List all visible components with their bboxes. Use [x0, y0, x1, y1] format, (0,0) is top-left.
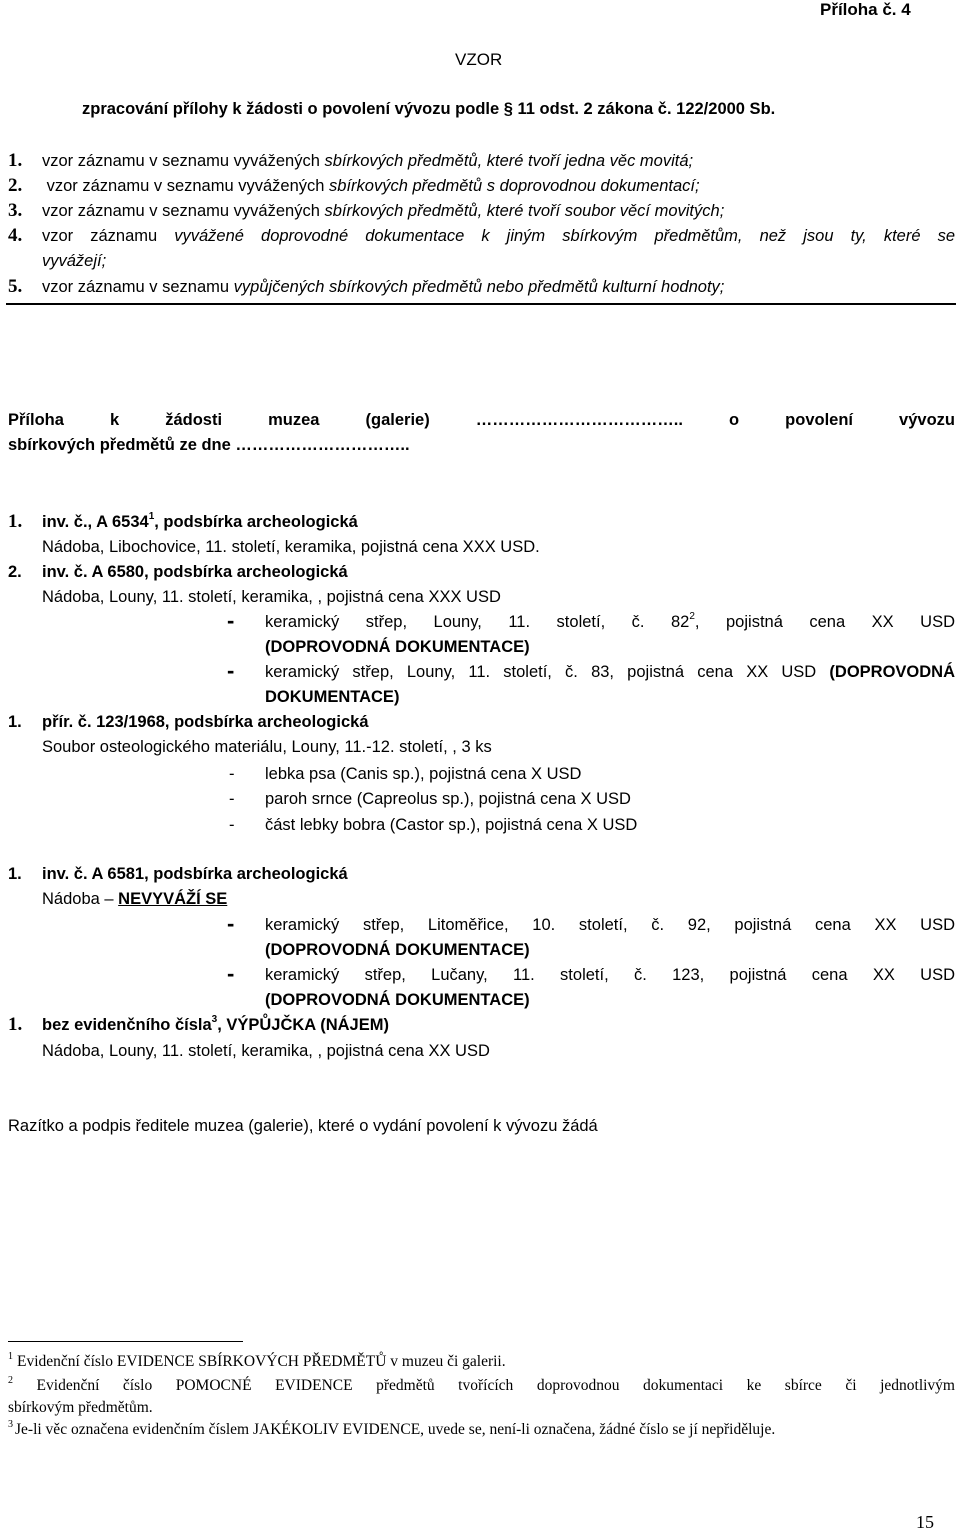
dash-bullet: -	[227, 608, 235, 633]
entry-4-title: inv. č. A 6581, podsbírka archeologická	[42, 865, 348, 883]
dash-bullet: -	[229, 816, 235, 834]
divider	[6, 303, 956, 305]
signature-line: Razítko a podpis ředitele muzea (galerie), které o vydání povolení k vývozu žádá	[8, 1117, 598, 1135]
entry-3-description: Soubor osteologického materiálu, Louny, 11.-12. století, , 3 ks	[42, 738, 492, 756]
entry-2-subitem-2: keramický střep, Louny, 11. století, č. 83, pojistná cena XX USD (DOPROVODNÁ	[265, 663, 955, 681]
list-item-text: vzor záznamu vyvážené doprovodné dokumentace k jiným sbírkovým předmětům, než jsou ty, které se	[42, 227, 955, 245]
dash-bullet: -	[227, 911, 235, 936]
entry-5-description: Nádoba, Louny, 11. století, keramika, , pojistná cena XX USD	[42, 1042, 490, 1060]
dash-bullet: -	[229, 790, 235, 808]
entry-4-subitem-1: keramický střep, Litoměřice, 10. století, č. 92, pojistná cena XX USD	[265, 916, 955, 934]
entry-2-subitem-1-doc: (DOPROVODNÁ DOKUMENTACE)	[265, 638, 530, 656]
dash-bullet: -	[229, 765, 235, 783]
list-item-text-continued: vyvážejí;	[42, 252, 107, 270]
dash-bullet: -	[227, 658, 235, 683]
entry-1-title: 1. inv. č., A 6534$^1$, podsbírka archeologická	[8, 511, 358, 532]
entry-3-item: část lebky bobra (Castor sp.), pojistná cena X USD	[265, 816, 638, 834]
entry-5-title: 1. bez evidenčního čísla$^3$, VÝPŮJČKA (NÁJEM)	[8, 1014, 389, 1035]
footnote-separator	[8, 1341, 243, 1342]
footnote-2-continued: sbírkovým předmětům.	[8, 1399, 153, 1416]
annex-label: Příloha č. 4	[820, 0, 911, 19]
sample-label: VZOR	[455, 50, 503, 69]
list-item: 5. vzor záznamu v seznamu vypůjčených sbírkových předmětů nebo předmětů kulturní hodnoty;	[8, 276, 725, 297]
entry-2-subitem-1: keramický střep, Louny, 11. století, č. $82^2$, pojistná cena XX USD	[265, 611, 956, 631]
list-item: 2. vzor záznamu v seznamu vyvážených sbírkových předmětů s doprovodnou dokumentací;	[8, 175, 700, 196]
entry-4-subitem-2-doc: (DOPROVODNÁ DOKUMENTACE)	[265, 991, 530, 1009]
entry-3-number: 1.	[8, 713, 22, 731]
dash-bullet: -	[227, 961, 235, 986]
entry-2-description: Nádoba, Louny, 11. století, keramika, , pojistná cena XXX USD	[42, 588, 501, 606]
list-item: 1. vzor záznamu v seznamu vyvážených sbírkových předmětů, které tvoří jedna věc movitá;	[8, 150, 694, 171]
annex-heading-line2: sbírkových předmětů ze dne …………………………..	[8, 436, 410, 454]
entry-2-subitem-2-doc: DOKUMENTACE)	[265, 688, 400, 706]
entry-4-subitem-1-doc: (DOPROVODNÁ DOKUMENTACE)	[265, 941, 530, 959]
entry-3-item: paroh srnce (Capreolus sp.), pojistná cena X USD	[265, 790, 631, 808]
footnote-3: $^3$ Je-li věc označena evidenčním číslem JAKÉKOLIV EVIDENCE, uvede se, není-li označena, žádné číslo se jí nepřiděluje.	[8, 1419, 776, 1438]
list-item: 4.	[8, 225, 23, 246]
entry-4-description: Nádoba – NEVYVÁŽÍ SE	[42, 890, 228, 908]
entry-3-title: přír. č. 123/1968, podsbírka archeologická	[42, 713, 369, 731]
entry-3-item: lebka psa (Canis sp.), pojistná cena X USD	[265, 765, 582, 783]
entry-4-subitem-2: keramický střep, Lučany, 11. století, č. 123, pojistná cena XX USD	[265, 966, 955, 984]
entry-1-description: Nádoba, Libochovice, 11. století, keramika, pojistná cena XXX USD.	[42, 538, 540, 556]
list-item: 3. vzor záznamu v seznamu vyvážených sbírkových předmětů, které tvoří soubor věcí movitých;	[8, 200, 725, 221]
footnote-2: $^2$ Evidenční číslo POMOCNÉ EVIDENCE předmětů tvořících doprovodnou dokumentaci ke sbírce či jednotlivým	[8, 1375, 955, 1394]
page-number: 15	[916, 1512, 934, 1532]
entry-4-number: 1.	[8, 865, 22, 883]
footnote-1: $^1$ Evidenční číslo EVIDENCE SBÍRKOVÝCH PŘEDMĚTŮ v muzeu či galerii.	[8, 1351, 506, 1370]
entry-2-title: inv. č. A 6580, podsbírka archeologická	[42, 563, 348, 581]
document-subtitle: zpracování přílohy k žádosti o povolení vývozu podle § 11 odst. 2 zákona č. 122/2000 Sb.	[82, 100, 776, 118]
entry-2-number: 2.	[8, 563, 22, 581]
annex-heading-line1: Příloha k žádosti muzea (galerie) ……………………………….. o povolení vývozu	[8, 411, 955, 429]
